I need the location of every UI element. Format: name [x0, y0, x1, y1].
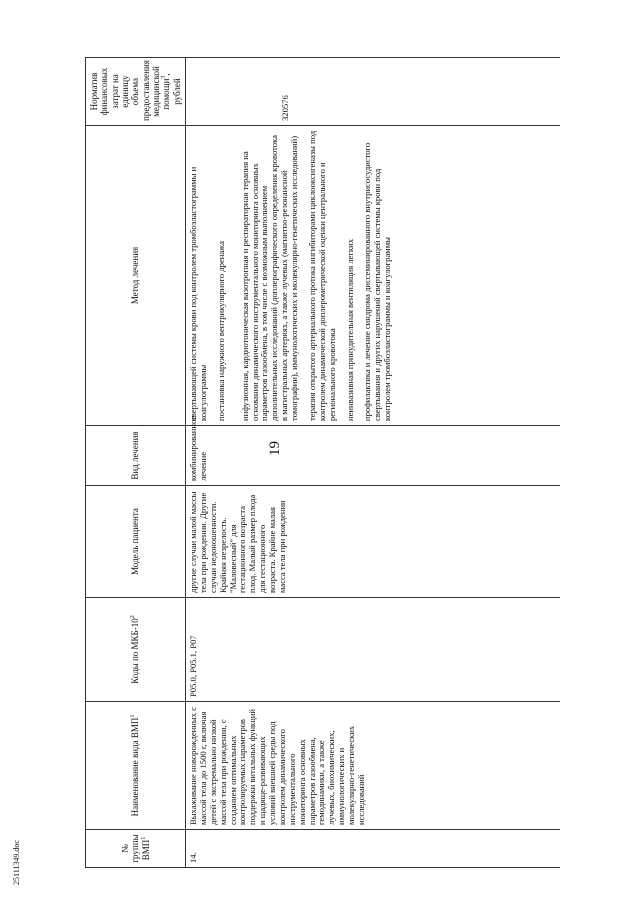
table-header-row — [86, 58, 186, 868]
cell-method — [186, 126, 561, 426]
header-type: Вид лечения — [86, 426, 186, 486]
header-method: Метод лечения — [86, 126, 186, 426]
cell-model: другие случаи малой массы тела при рождении. Другие случаи недоношенности. Крайняя незрелость. "Маловесный" для гестационного возраста плод. Малый размер плода для гестационного возраста. Крайне малая масса тела при рождении — [186, 486, 561, 598]
method-2: терапия открытого артериального протока ингибиторами циклооксигеназы под контролем динамической доплерометрической оценки центрального и регионального кровотока — [306, 130, 337, 421]
rotated-table-container — [85, 58, 555, 868]
cell-no: 14. — [186, 830, 561, 868]
method-prev-2: постановка наружного вентрикулярного дренажа — [215, 241, 226, 421]
header-model: Модель пациента — [86, 486, 186, 598]
method-1: инфузионная, кардиотоническая вазотропная и респираторная терапия на основании динамического инструментального мониторинга основных параметров газообмена, в том числе с возможным выполнением дополнительных исследований (доплерографического определения кровотока в магистральных артериях, а также лучевых (магнитно-резонансной томографии), иммунологических и молекулярно-генетических исследований) — [239, 135, 300, 421]
cell-norm — [186, 58, 561, 126]
norm-value: 320576 — [280, 95, 291, 121]
method-3: неинвазивная принудительная вентиляция легких — [344, 238, 355, 421]
table-row — [186, 58, 561, 868]
method-4: профилактика и лечение синдрома диссеминированного внутрисосудистого свертывания и других нарушений свертывающей системы крови под контролем тромбоэластограммы и коагулограммы — [362, 142, 393, 421]
cell-mkb: P05.0, P05.1, P07 — [186, 598, 561, 702]
document-id: 25111349.doc — [11, 840, 21, 885]
cell-type: комбинированное лечение — [186, 426, 561, 486]
page-number: 19 — [267, 441, 283, 456]
vmp-table — [85, 57, 560, 868]
header-name: Наименование вида ВМП$^1$ — [86, 702, 186, 830]
method-prev-1: свертывающей системы крови под контролем тромбоэластограммы и коагулограммы — [188, 166, 208, 421]
cell-name: Выхаживание новорожденных с массой тела до 1500 г, включая детей с экстремально низкой массой тела при рождении, с созданием оптимальных контролируемых параметров поддержки витальных функций и щадяще-развивающих условий внешней среды под контролем динамического инструментального мониторинга основных параметров газообмена, гемодинамики, а также лучевых, биохимических, иммунологических и молекулярно-генетических исследований — [186, 702, 561, 830]
header-no: № группы ВМП$^1$ — [86, 830, 186, 868]
header-norm: Норматив финансовых затрат на единицу объема предоставления медицинской помощи$^3$, рублей — [86, 58, 186, 126]
header-mkb: Коды по МКБ-$10^2$ — [86, 598, 186, 702]
